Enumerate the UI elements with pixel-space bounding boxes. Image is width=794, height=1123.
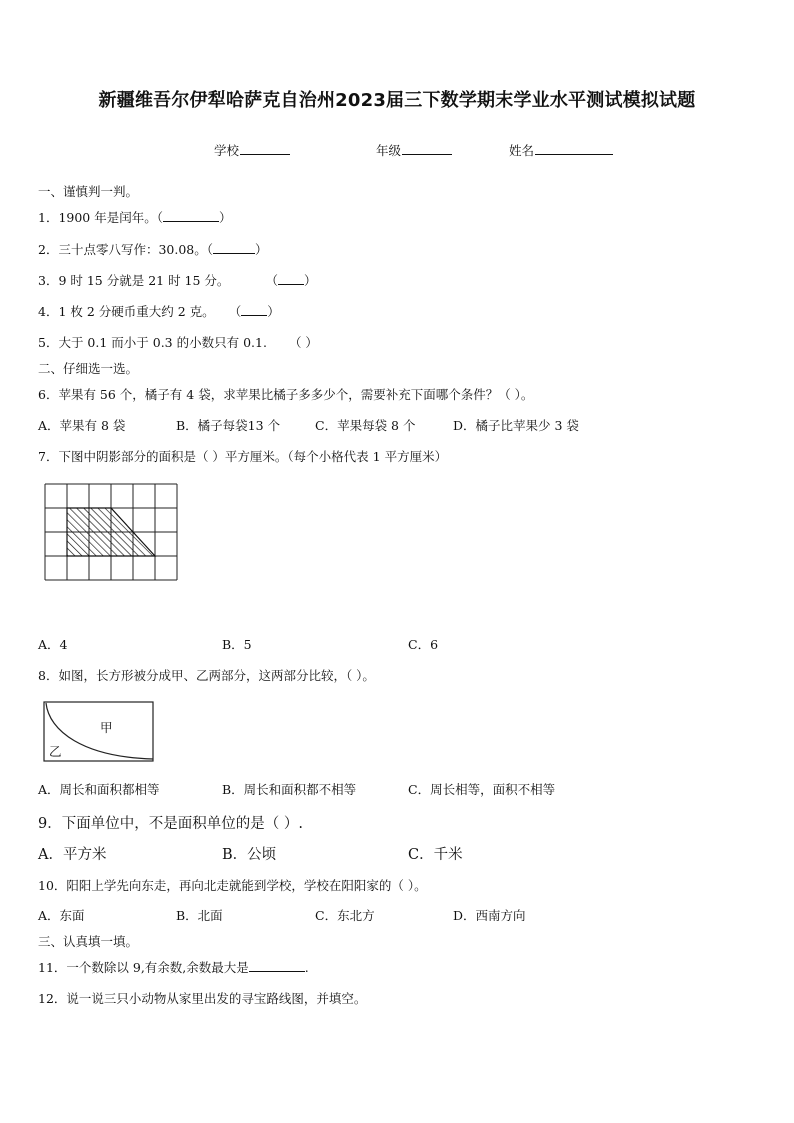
q6-number: 6．: [38, 387, 59, 402]
q4-close: ）: [267, 304, 280, 319]
q3-open: （: [265, 273, 278, 288]
q12-number: 12．: [38, 991, 67, 1006]
question-5: [38, 333, 318, 351]
question-1: [38, 208, 232, 226]
q1-answer-blank[interactable]: [163, 211, 219, 222]
section-3-heading: 三、认真填一填。: [38, 934, 139, 949]
q7-grid-figure: [45, 484, 177, 580]
question-2: [38, 240, 268, 258]
page-title: 新疆维吾尔伊犁哈萨克自治州2023届三下数学期末学业水平测试模拟试题: [98, 90, 696, 111]
q8-number: 8．: [38, 668, 59, 683]
q1-close: ）: [219, 210, 232, 225]
q7-option-c[interactable]: C．6: [408, 637, 439, 652]
question-7: [38, 447, 447, 465]
q12-text: 说一说三只小动物从家里出发的寻宝路线图，并填空。: [66, 991, 367, 1006]
q5-text: 大于 0.1 而小于 0.3 的小数只有 0.1.: [58, 335, 267, 350]
grade-blank[interactable]: [402, 143, 452, 155]
q3-number: 3．: [38, 273, 59, 288]
q10-option-a[interactable]: A．东面: [38, 908, 85, 923]
q8-label-jia: 甲: [100, 720, 113, 735]
q11-text: 一个数除以 9,有余数,余数最大是: [66, 960, 249, 975]
q10-number: 10．: [38, 878, 67, 893]
question-8: [38, 666, 375, 684]
q2-answer-blank[interactable]: [213, 243, 255, 254]
q10-text: 阳阳上学先向东走，再向北走就能到学校，学校在阳阳家的（ ）。: [66, 878, 427, 893]
name-field[interactable]: [509, 141, 613, 159]
question-9: [38, 812, 303, 833]
q1-text: 1900 年是闰年。（: [58, 210, 163, 225]
q3-text: 9 时 15 分就是 21 时 15 分。: [58, 273, 230, 288]
q9-option-b[interactable]: B．公顷: [222, 847, 277, 863]
q5-number: 5．: [38, 335, 59, 350]
q11-number: 11．: [38, 960, 67, 975]
q6-option-d[interactable]: D．橘子比苹果少 3 袋: [453, 418, 579, 433]
q1-number: 1．: [38, 210, 59, 225]
question-12: [38, 989, 366, 1007]
school-blank[interactable]: [240, 143, 290, 155]
question-3: [38, 271, 316, 289]
q3-answer-blank[interactable]: [278, 274, 304, 285]
q9-number: 9．: [38, 816, 62, 832]
q11-answer-blank[interactable]: [249, 961, 305, 972]
q7-option-b[interactable]: B．5: [222, 637, 252, 652]
q4-answer-blank[interactable]: [241, 305, 267, 316]
q10-option-c[interactable]: C．东北方: [315, 908, 375, 923]
q8-option-a[interactable]: A．周长和面积都相等: [38, 782, 160, 797]
q2-text: 三十点零八写作：30.08。（: [58, 242, 213, 257]
q6-option-a[interactable]: A．苹果有 8 袋: [38, 418, 126, 433]
q4-text: 1 枚 2 分硬币重大约 2 克。: [58, 304, 215, 319]
q6-text: 苹果有 56 个，橘子有 4 袋，求苹果比橘子多多少个，需要补充下面哪个条件？（ ）。: [58, 387, 534, 402]
school-label: 学校: [214, 143, 240, 158]
q11-end: .: [304, 960, 309, 975]
q3-close: ）: [303, 273, 317, 288]
q6-option-c[interactable]: C．苹果每袋 8 个: [315, 418, 416, 433]
name-label: 姓名: [509, 143, 535, 158]
q8-option-b[interactable]: B．周长和面积都不相等: [222, 782, 357, 797]
name-blank[interactable]: [535, 143, 613, 155]
q8-option-c[interactable]: C．周长相等，面积不相等: [408, 782, 556, 797]
section-2-heading: 二、仔细选一选。: [38, 361, 139, 376]
q4-open: （: [228, 304, 242, 319]
q10-option-b[interactable]: B．北面: [176, 908, 223, 923]
q6-option-b[interactable]: B．橘子每袋13 个: [176, 418, 281, 433]
q5-paren[interactable]: （ ）: [288, 335, 318, 350]
q9-option-c[interactable]: C．千米: [408, 847, 463, 863]
q8-text: 如图，长方形被分成甲、乙两部分，这两部分比较，（ ）。: [58, 668, 375, 683]
school-field[interactable]: [214, 141, 290, 159]
q9-option-a[interactable]: A．平方米: [38, 847, 107, 863]
question-10: [38, 876, 427, 894]
q2-number: 2．: [38, 242, 59, 257]
question-4: [38, 302, 280, 320]
q10-option-d[interactable]: D．西南方向: [453, 908, 526, 923]
q7-text: 下图中阴影部分的面积是（ ）平方厘米。（每个小格代表 1 平方厘米）: [58, 449, 448, 464]
q8-label-yi: 乙: [49, 744, 62, 759]
question-11: [38, 958, 309, 976]
q9-text: 下面单位中，不是面积单位的是（ ）.: [61, 816, 303, 832]
section-1-heading: 一、谨慎判一判。: [38, 184, 139, 199]
q2-close: ）: [255, 242, 268, 257]
q7-number: 7．: [38, 449, 59, 464]
q4-number: 4．: [38, 304, 59, 319]
grade-field[interactable]: [376, 141, 452, 159]
grade-label: 年级: [376, 143, 402, 158]
question-6: [38, 385, 533, 403]
q7-option-a[interactable]: A．4: [38, 637, 68, 652]
